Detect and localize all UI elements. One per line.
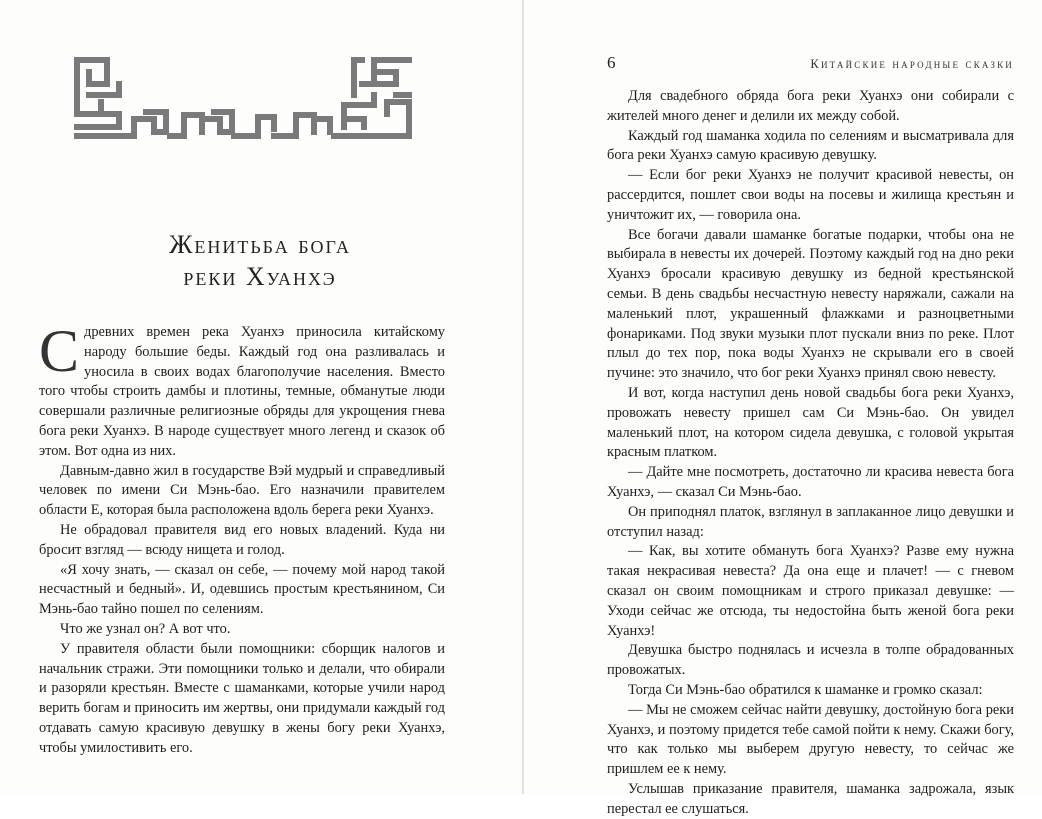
paragraph: Что же узнал он? А вот что. — [60, 620, 231, 637]
paragraph: — Дайте мне посмотреть, достаточно ли красива невеста бога Хуанхэ, — сказал Си Мэнь-бао. — [607, 464, 1014, 500]
paragraph: Он приподнял платок, взглянул в заплаканное лицо девушки и отступил назад: — [607, 503, 1014, 540]
paragraph: Для свадебного обряда бога реки Хуанхэ они собирали с жителей много денег и делили их между собой. — [607, 88, 1014, 124]
paragraph: Не обрадовал правителя вид его новых владений. Куда ни бросит взгляд — всюду нищета и голод. — [39, 521, 445, 558]
chapter-title-line-1: Женитьба бога — [169, 230, 351, 259]
paragraph: Все богачи давали шаманке богатые подарки, чтобы она не выбирала в невесты их дочерей. Поэтому каждый год на дно реки Хуанхэ бросали красивую девушку из бедной крестьянской семьи. В день свадьбы несчастную невесту наряжали, сажали на маленький плот, украшенный флажками и разноцветными фонариками. Под звуки музыки плот пускали вниз по реке. Плот плыл до тех пор, пока воды Хуанхэ не скрывали его в своей пучине: это значило, что бог реки Хуанхэ принял свою невесту. — [607, 226, 1014, 382]
paragraph-text: древних времен река Хуанхэ приносила китайскому народу большие беды. Каждый год она разливалась и уносила в своих водах благополучие населения. Вместо того чтобы строить дамбы и плотины, темные, обманутые люди совершали различные религиозные обряды для укрощения гнева бога реки Хуанхэ. В народе существует много легенд и сказок об этом. Вот одна из них. — [39, 324, 445, 459]
paragraph: Услышав приказание правителя, шаманка задрожала, язык перестал ее слушаться. — [607, 780, 1014, 817]
running-head: Китайские народные сказки — [810, 57, 1014, 71]
right-page-body — [607, 87, 1014, 819]
paragraph: Тогда Си Мэнь-бао обратился к шаманке и громко сказал: — [628, 681, 983, 698]
paragraph: — Если бог реки Хуанхэ не получит красивой невесты, он рассердится, пошлет свои воды на посевы и жилища крестьян и уничтожит их, — говорила она. — [607, 167, 1014, 223]
paragraph: Давным-давно жил в государстве Вэй мудрый и справедливый человек по имени Си Мэнь-бао. Его назначили правителем области Е, которая была расположена вдоль берега реки Хуанхэ. — [39, 462, 445, 519]
page-number: 6 — [607, 53, 616, 72]
paragraph: У правителя области были помощники: сборщик налогов и начальник стражи. Эти помощники только и делали, что обирали и разоряли крестьян. Вместе с шаманками, которые учили народ верить богам и приносить им жертвы, они придумали каждый год отдавать самую красивую девушку в жены богу реки Хуанхэ, чтобы умилостивить его. — [39, 640, 445, 756]
chapter-title-line-2: реки Хуанхэ — [183, 262, 337, 291]
paragraph: — Как, вы хотите обмануть бога Хуанхэ? Разве ему нужна такая некрасивая невеста? Да она еще и плачет! — с гневом сказал он своим помощникам и строго приказал девушке: — Уходи сейчас же отсюда, ты недостойна быть женой бога реки Хуанхэ! — [607, 543, 1014, 639]
paragraph: Каждый год шаманка ходила по селениям и высматривала для бога реки Хуанхэ самую красивую девушку. — [607, 127, 1014, 164]
paragraph — [39, 318, 445, 462]
drop-cap: С — [39, 318, 80, 384]
paragraph: — Мы не сможем сейчас найти девушку, достойную бога реки Хуанхэ, и поэтому придется тебе самой пойти к нему. Скажи богу, что как только мы выберем другую невесту, то сейчас же пришлем ее к нему. — [607, 701, 1014, 778]
paragraph: «Я хочу знать, — сказал он себе, — почему мой народ такой несчастный и бедный». И, одевшись простым крестьянином, Си Мэнь-бао тайно пошел по селениям. — [39, 561, 445, 618]
left-page-body — [39, 318, 445, 759]
paragraph: И вот, когда наступил день новой свадьбы бога реки Хуанхэ, провожать невесту пришел сам Си Мэнь-бао. Он увидел маленький плот, на котором сидела девушка, с головой укрытая красным платком. — [607, 384, 1014, 461]
chinese-fret-ornament-icon — [74, 57, 412, 139]
paragraph: Девушка быстро поднялась и исчезла в толпе обрадованных провожатых. — [607, 642, 1014, 679]
